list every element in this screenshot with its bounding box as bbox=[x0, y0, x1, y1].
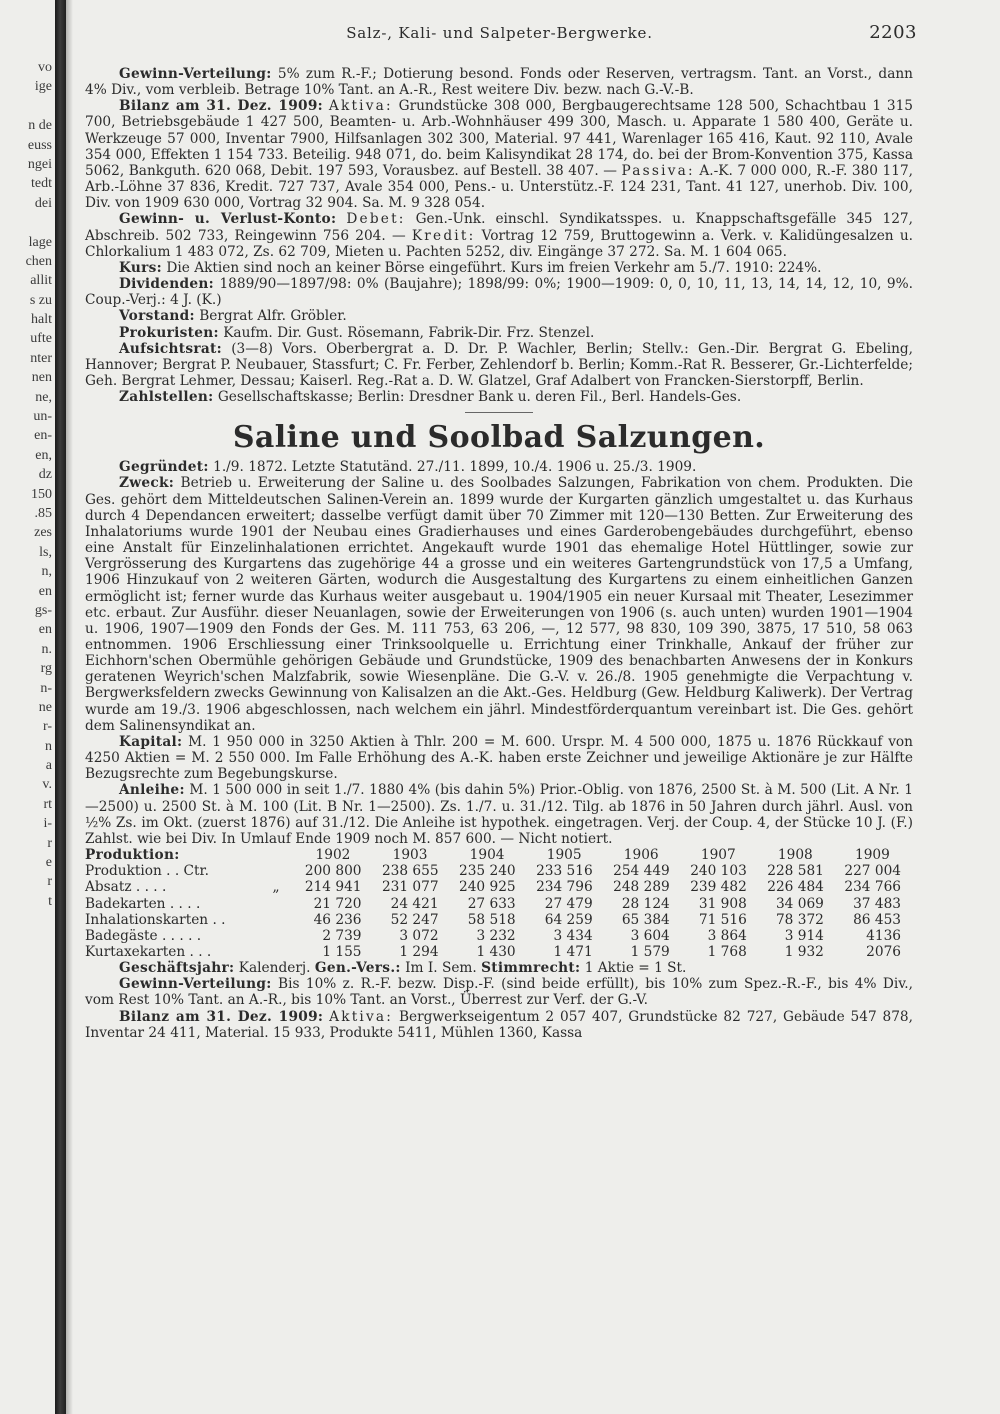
margin-fragment: nter bbox=[30, 350, 52, 366]
table-cell: 21 720 bbox=[313, 895, 362, 912]
margin-fragment: halt bbox=[31, 312, 52, 328]
margin-fragment: en- bbox=[34, 428, 52, 444]
row-label: Absatz . . . . bbox=[85, 879, 167, 896]
table-cell: 240 925 bbox=[459, 879, 516, 896]
table-cell: 64 259 bbox=[544, 911, 593, 928]
year-header: 1905 bbox=[546, 847, 582, 864]
table-cell: 214 941 bbox=[304, 879, 362, 896]
production-header-row bbox=[85, 847, 911, 863]
table-cell: 1 430 bbox=[476, 943, 516, 960]
page-body bbox=[85, 66, 913, 1041]
prev-aufsichtsrat bbox=[85, 341, 913, 389]
margin-fragment: allit bbox=[30, 273, 52, 289]
margin-fragment: en bbox=[38, 583, 52, 599]
table-cell: 235 240 bbox=[459, 863, 516, 880]
table-cell: 234 766 bbox=[844, 879, 901, 896]
margin-fragment bbox=[0, 97, 54, 116]
section-label: Gen.-Vers.: bbox=[314, 960, 401, 977]
year-header: 1902 bbox=[315, 847, 351, 864]
table-row bbox=[85, 912, 911, 928]
table-cell: 3 232 bbox=[476, 927, 516, 944]
margin-fragment: n de bbox=[28, 118, 52, 134]
margin-fragment: gs- bbox=[34, 602, 52, 618]
section-text: 1889/90—1897/98: 0% (Baujahre); 1898/99: 0%; 1900—1909: 0, 0, 10, 11, 13, 14, 14, 12, 10, 9%. Coup.-Verj.: 4 J. (K.) bbox=[85, 276, 913, 309]
kredit-label: Kredit: bbox=[411, 227, 476, 244]
table-cell: 3 604 bbox=[630, 927, 670, 944]
table-cell: 227 004 bbox=[844, 863, 901, 880]
section-label: Prokuristen: bbox=[119, 324, 219, 341]
table-row bbox=[85, 879, 911, 895]
margin-fragment: n- bbox=[40, 680, 52, 696]
prev-prokuristen bbox=[85, 325, 913, 341]
aktiva-label: Aktiva: bbox=[329, 1008, 394, 1025]
row-label: Kurtaxekarten . . . bbox=[85, 943, 212, 960]
section-text: Kaufm. Dir. Gust. Rösemann, Fabrik-Dir. Frz. Stenzel. bbox=[223, 324, 595, 341]
margin-fragment: s zu bbox=[29, 292, 52, 308]
table-cell: 46 236 bbox=[313, 911, 362, 928]
table-cell: 52 247 bbox=[390, 911, 439, 928]
table-cell: 3 072 bbox=[399, 927, 439, 944]
margin-fragment bbox=[0, 213, 54, 232]
table-cell: 65 384 bbox=[621, 911, 670, 928]
aktiva-label: Aktiva: bbox=[328, 98, 393, 115]
margin-fragment: e bbox=[45, 855, 52, 871]
margin-fragment: ige bbox=[34, 79, 52, 95]
production-label-text: Produktion: bbox=[85, 847, 180, 864]
section-label: Zweck: bbox=[119, 475, 175, 492]
table-cell: 3 864 bbox=[707, 927, 747, 944]
section-text: Betrieb u. Erweiterung der Saline u. des Soolbades Salzungen, Fabrikation von chem. Produkten. Die Ges. gehört dem Mitteldeutschen Salinen-Verein an. 1899 wurde der Kurgarten gänzlich umgestaltet u. das Kurhaus durch 4 Dependancen erweitert; dasselbe verfügt damit über 70 Zimmer mit 120—130 Betten. Zur Erweiterung des Inhalatoriums wurde 1901 der Neubau eines Gradierhauses und eines Garderobengebäudes durchgeführt, ebenso eine Anstalt für Einzelinhalationen errichtet. Angekauft wurde 1901 das ehemalige Hotel Hüttlinger, sowie zur Vergrösserung des Kurgartens das zugehörige 44 a grosse und ein weiteres Gartengrundstück von 17,5 a Umfang, 1906 Hinzukauf von 2 weiteren Gärten, wodurch die Ausgestaltung des Kurgartens zu einem einheitlichen Ganzen ermöglicht ist; ferner wurde das Kurhaus weiter ausgebaut u. 1904/1905 ein neuer Kursaal mit Theater, Lesezimmer etc. erbaut. Zur Ausführ. dieser Neuanlagen, sowie der Erweiterungen von 1906 (s. auch unten) wurden 1901—1904 u. 1906, 1907—1909 den Fonds der Ges. M. 111 753, 63 206, —, 12 577, 98 830, 109 390, 3875, 17 510, 58 063 entnommen. 1906 Erschliessung einer Trinksoolquelle u. Errichtung einer Trinkhalle, Ankauf der früher zur Eichhorn'schen Obermühle gehörigen Gebäude und Grundstücke, 1909 des benachbarten Anwesens der in Konkurs geratenen Weyrich'schen Malzfabrik, sowie Wiesenpläne. Die G.-V. v. 26./8. 1905 genehmigte die Verpachtung v. Bergwerksfeldern zwecks Gewinnung von Kalisalzen an die Akt.-Ges. Heldburg (Gew. Heldburg Kaliwerk). Der Vertrag wurde am 19./3. 1906 abgeschlossen, nach welchem ein jährl. Mindestförderquantum vereinbart ist. Die Ges. gehört dem Salinensyndikat an. bbox=[85, 475, 913, 734]
table-cell: 233 516 bbox=[536, 863, 593, 880]
table-cell: 1 932 bbox=[784, 943, 824, 960]
margin-fragment: r bbox=[47, 835, 52, 851]
margin-fragment: v. bbox=[42, 777, 52, 793]
row-unit: „ bbox=[272, 879, 280, 896]
table-cell: 2076 bbox=[866, 943, 901, 960]
section-label: Gegründet: bbox=[119, 459, 209, 476]
table-cell: 240 103 bbox=[690, 863, 747, 880]
aktiva-text: Bergwerkseigentum 2 057 407, Grundstücke 82 727, Gebäude 547 878, Inventar 24 411, Material. 15 933, Produkte 5411, Mühlen 1360, Kassa bbox=[85, 1008, 913, 1041]
page-header bbox=[82, 18, 917, 50]
section-label: Geschäftsjahr: bbox=[119, 960, 235, 977]
section-text: 5% zum R.-F.; Dotierung besond. Fonds oder Reserven, vertragsm. Tant. an Vorst., dann 4% Div., vom verbleib. Betrage 10% Tant. an A.-R., Rest weitere Div. bezw. nach G.-V.-B. bbox=[85, 66, 913, 99]
company-title: Saline und Soolbad Salzungen. bbox=[232, 420, 766, 456]
prev-kurs bbox=[85, 260, 913, 276]
margin-fragment: ls, bbox=[39, 544, 52, 560]
table-cell: 58 518 bbox=[467, 911, 516, 928]
section-text: (3—8) Vors. Oberbergrat a. D. Dr. P. Wachler, Berlin; Stellv.: Gen.-Dir. Bergrat G. Ebeling, Hannover; Bergrat P. Neubauer, Stassfurt; C. Fr. Ferber, Zehlendorf b. Berlin; Komm.-Rat R. Besserer, Gr.-Lichterfelde; Geh. Bergrat Lehmer, Dessau; Kaiserl. Reg.-Rat a. D. W. Glatzel, Graf Adalbert von Francken-Sierstorpff, Berlin. bbox=[85, 340, 913, 389]
section-text: Bis 10% z. R.-F. bezw. Disp.-F. (sind beide erfüllt), bis 10% zum Spez.-R.-F., bis 4% Div., vom Rest 10% Tant. an A.-R., bis 10% Tant. an Vorst., Überrest zur Verf. der G.-V. bbox=[85, 976, 913, 1009]
table-cell: 1 294 bbox=[399, 943, 439, 960]
section-text: Bergrat Alfr. Gröbler. bbox=[199, 308, 347, 325]
section-text: Die Aktien sind noch an keiner Börse eingeführt. Kurs im freien Verkehr am 5./7. 1910: 224%. bbox=[166, 259, 822, 276]
margin-fragment: dei bbox=[34, 195, 52, 211]
anleihe bbox=[85, 782, 913, 847]
section-label: Aufsichtsrat: bbox=[119, 340, 223, 357]
table-cell: 234 796 bbox=[536, 879, 593, 896]
table-cell: 28 124 bbox=[621, 895, 670, 912]
section-text: M. 1 950 000 in 3250 Aktien à Thlr. 200 = M. 600. Urspr. M. 4 500 000, 1875 u. 1876 Rückkauf von 4250 Aktien = M. 2 550 000. Im Falle Erhöhung des A.-K. haben erste Zeichner und jeweilige Aktionäre je zur Hälfte Bezugsrechte zum Begebungskurse. bbox=[85, 733, 913, 783]
running-head: Salz-, Kali- und Salpeter-Bergwerke. bbox=[346, 24, 653, 42]
table-cell: 4136 bbox=[866, 927, 901, 944]
table-cell: 3 914 bbox=[784, 927, 824, 944]
table-cell: 3 434 bbox=[553, 927, 593, 944]
margin-fragment: r bbox=[47, 874, 52, 890]
year-header: 1908 bbox=[777, 847, 813, 864]
geschaeftsjahr-line bbox=[85, 960, 913, 976]
table-cell: 254 449 bbox=[613, 863, 670, 880]
table-cell: 226 484 bbox=[767, 879, 824, 896]
zweck bbox=[85, 475, 913, 734]
production-table bbox=[85, 847, 911, 960]
table-cell: 1 155 bbox=[322, 943, 362, 960]
table-cell: 27 633 bbox=[467, 895, 516, 912]
margin-fragment: en bbox=[38, 622, 52, 638]
prev-dividenden bbox=[85, 276, 913, 308]
margin-fragment: nen bbox=[31, 370, 52, 386]
margin-fragment: 150 bbox=[31, 486, 52, 502]
debet-label: Debet: bbox=[346, 211, 406, 228]
row-label: Inhalationskarten . . bbox=[85, 911, 226, 928]
table-cell: 239 482 bbox=[690, 879, 747, 896]
section-label: Stimmrecht: bbox=[481, 960, 581, 977]
table-row bbox=[85, 944, 911, 960]
prev-bilanz bbox=[85, 98, 913, 211]
previous-page-margin-fragments bbox=[0, 58, 54, 909]
production-label bbox=[85, 847, 294, 863]
page-number: 2203 bbox=[869, 22, 917, 43]
table-cell: 1 768 bbox=[707, 943, 747, 960]
row-unit bbox=[272, 863, 294, 879]
table-cell: 2 739 bbox=[322, 927, 362, 944]
table-cell: 1 579 bbox=[630, 943, 670, 960]
passiva-label: Passiva: bbox=[621, 162, 695, 179]
kapital bbox=[85, 734, 913, 782]
margin-fragment: i- bbox=[43, 816, 52, 832]
prev-zahlstellen bbox=[85, 389, 913, 405]
row-label: Badegäste . . . . . bbox=[85, 927, 202, 944]
gewinn-verteilung bbox=[85, 976, 913, 1008]
kredit-text: Vortrag 12 759, Bruttogewinn a. Verk. v. Kalidüngesalzen u. Chlorkalium 1 483 072, Zs. 62 709, Mieten u. Pachten 5252, div. Eingänge 37 272. Sa. M. 1 604 065. bbox=[85, 227, 913, 260]
table-cell: 31 908 bbox=[698, 895, 747, 912]
margin-fragment: dz bbox=[38, 467, 52, 483]
gegruendet bbox=[85, 459, 913, 475]
table-cell: 231 077 bbox=[381, 879, 439, 896]
row-label: Produktion . . Ctr. bbox=[85, 863, 209, 880]
section-label: Vorstand: bbox=[119, 308, 195, 325]
section-text: Im I. Sem. bbox=[405, 960, 477, 977]
section-label: Kapital: bbox=[119, 733, 183, 750]
section-label: Gewinn-Verteilung: bbox=[119, 976, 272, 993]
table-row bbox=[85, 863, 911, 879]
margin-fragment: en, bbox=[35, 447, 52, 463]
margin-fragment: lage bbox=[28, 234, 52, 250]
table-cell: 27 479 bbox=[544, 895, 593, 912]
margin-fragment: n bbox=[45, 738, 52, 754]
margin-fragment: chen bbox=[25, 253, 52, 269]
table-cell: 200 800 bbox=[304, 863, 362, 880]
book-binding-edge bbox=[55, 0, 66, 1414]
margin-fragment: n, bbox=[41, 564, 52, 580]
row-label: Badekarten . . . . bbox=[85, 895, 201, 912]
section-label: Bilanz am 31. Dez. 1909: bbox=[119, 98, 324, 115]
year-header: 1907 bbox=[700, 847, 736, 864]
margin-fragment: zes bbox=[34, 525, 52, 541]
margin-fragment: t bbox=[48, 893, 52, 909]
table-cell: 86 453 bbox=[853, 911, 901, 928]
year-header: 1904 bbox=[469, 847, 505, 864]
margin-fragment: n. bbox=[41, 641, 52, 657]
binding-shadow bbox=[66, 0, 73, 1414]
margin-fragment: r- bbox=[42, 719, 52, 735]
row-unit bbox=[272, 896, 294, 912]
margin-fragment: vo bbox=[38, 60, 52, 75]
production-table-body bbox=[85, 863, 911, 960]
section-text: M. 1 500 000 in seit 1./7. 1880 4% (bis dahin 5%) Prior.-Oblig. von 1876, 2500 St. à M. 500 (Lit. A Nr. 1—2500) u. 2500 St. à M. 100 (Lit. B Nr. 1—2500). Zs. 1./7. u. 31./12. Tilg. ab 1876 in 50 Jahren durch jährl. Ausl. von ½% Zs. im Okt. (zuerst 1876) auf 31./12. Die Anleihe ist hypothek. eingetragen. Verj. der Coup. 4, der Stücke 10 J. (F.) Zahlst. wie bei Div. In Umlauf Ende 1909 noch M. 857 600. — Nicht notiert. bbox=[85, 782, 913, 847]
row-unit bbox=[272, 928, 294, 944]
bilanz bbox=[85, 1009, 913, 1041]
year-header: 1909 bbox=[855, 847, 890, 864]
margin-fragment: ne bbox=[38, 699, 52, 715]
margin-fragment: tedt bbox=[31, 176, 52, 192]
margin-fragment: ngei bbox=[27, 156, 52, 172]
prev-vorstand bbox=[85, 308, 913, 324]
section-text: Kalenderj. bbox=[238, 960, 311, 977]
margin-fragment: .85 bbox=[34, 505, 52, 521]
table-cell: 1 471 bbox=[553, 943, 593, 960]
row-unit bbox=[272, 944, 294, 960]
table-row bbox=[85, 928, 911, 944]
section-text: 1 Aktie = 1 St. bbox=[584, 960, 687, 977]
table-cell: 24 421 bbox=[390, 895, 439, 912]
table-cell: 34 069 bbox=[775, 895, 824, 912]
year-header: 1903 bbox=[392, 847, 428, 864]
margin-fragment: a bbox=[45, 758, 52, 774]
aktiva-text: Grundstücke 308 000, Bergbaugerechtsame 128 500, Schachtbau 1 315 700, Betriebsgebäude 1 427 500, Beamten- u. Arb.-Wohnhäuser 499 300, Masch. u. Apparate 1 580 400, Geräte u. Werkzeuge 57 000, Inventar 7900, Hilfsanlagen 302 300, Material. 97 441, Warenlager 165 416, Kaut. 92 110, Avale 354 000, Effekten 1 154 733. Beteilig. 948 071, do. beim Kalisyndikat 28 174, do. bei der Brom-Konvention 375, Kassa 5062, Bankguth. 620 068, Debit. 197 593, Vorausbez. auf Bestell. 38 407. — bbox=[85, 98, 914, 179]
margin-fragment: rg bbox=[40, 661, 52, 677]
margin-fragment: ne, bbox=[35, 389, 52, 405]
section-label: Zahlstellen: bbox=[119, 389, 214, 406]
row-unit bbox=[272, 912, 294, 928]
table-cell: 238 655 bbox=[381, 863, 439, 880]
table-cell: 78 372 bbox=[775, 911, 824, 928]
passiva-text: A.-K. 7 000 000, R.-F. 380 117, Arb.-Löhne 37 836, Kredit. 727 737, Avale 354 000, Pens.- u. Unterstütz.-F. 124 231, Tant. 41 127, unerhob. Div. 100, Div. von 1909 630 000, Vortrag 32 904. Sa. M. 9 328 054. bbox=[85, 162, 914, 212]
table-cell: 228 581 bbox=[767, 863, 824, 880]
section-label: Gewinn-Verteilung: bbox=[119, 66, 272, 82]
section-label: Kurs: bbox=[119, 259, 163, 276]
debet-text: Gen.-Unk. einschl. Syndikatsspes. u. Knappschaftsgefälle 345 127, Abschreib. 502 733, Reingewinn 756 204. — bbox=[85, 211, 913, 244]
section-text: 1./9. 1872. Letzte Statutänd. 27./11. 1899, 10./4. 1906 u. 25./3. 1909. bbox=[213, 459, 697, 476]
table-cell: 248 289 bbox=[613, 879, 670, 896]
margin-fragment: rt bbox=[43, 796, 52, 812]
section-divider bbox=[465, 412, 533, 413]
margin-fragment: un- bbox=[33, 409, 52, 425]
prev-gewinn-verlust-konto bbox=[85, 211, 913, 259]
table-row bbox=[85, 896, 911, 912]
section-label: Gewinn- u. Verlust-Konto: bbox=[119, 211, 337, 228]
year-header: 1906 bbox=[623, 847, 659, 864]
section-label: Anleihe: bbox=[119, 782, 185, 799]
table-cell: 71 516 bbox=[698, 911, 747, 928]
prev-gewinn-verteilung bbox=[85, 66, 913, 98]
table-cell: 37 483 bbox=[853, 895, 901, 912]
section-text: Gesellschaftskasse; Berlin: Dresdner Bank u. deren Fil., Berl. Handels-Ges. bbox=[217, 389, 742, 406]
section-label: Bilanz am 31. Dez. 1909: bbox=[119, 1008, 324, 1025]
margin-fragment: ufte bbox=[30, 331, 52, 347]
section-label: Dividenden: bbox=[119, 276, 215, 293]
margin-fragment: euss bbox=[27, 137, 52, 153]
